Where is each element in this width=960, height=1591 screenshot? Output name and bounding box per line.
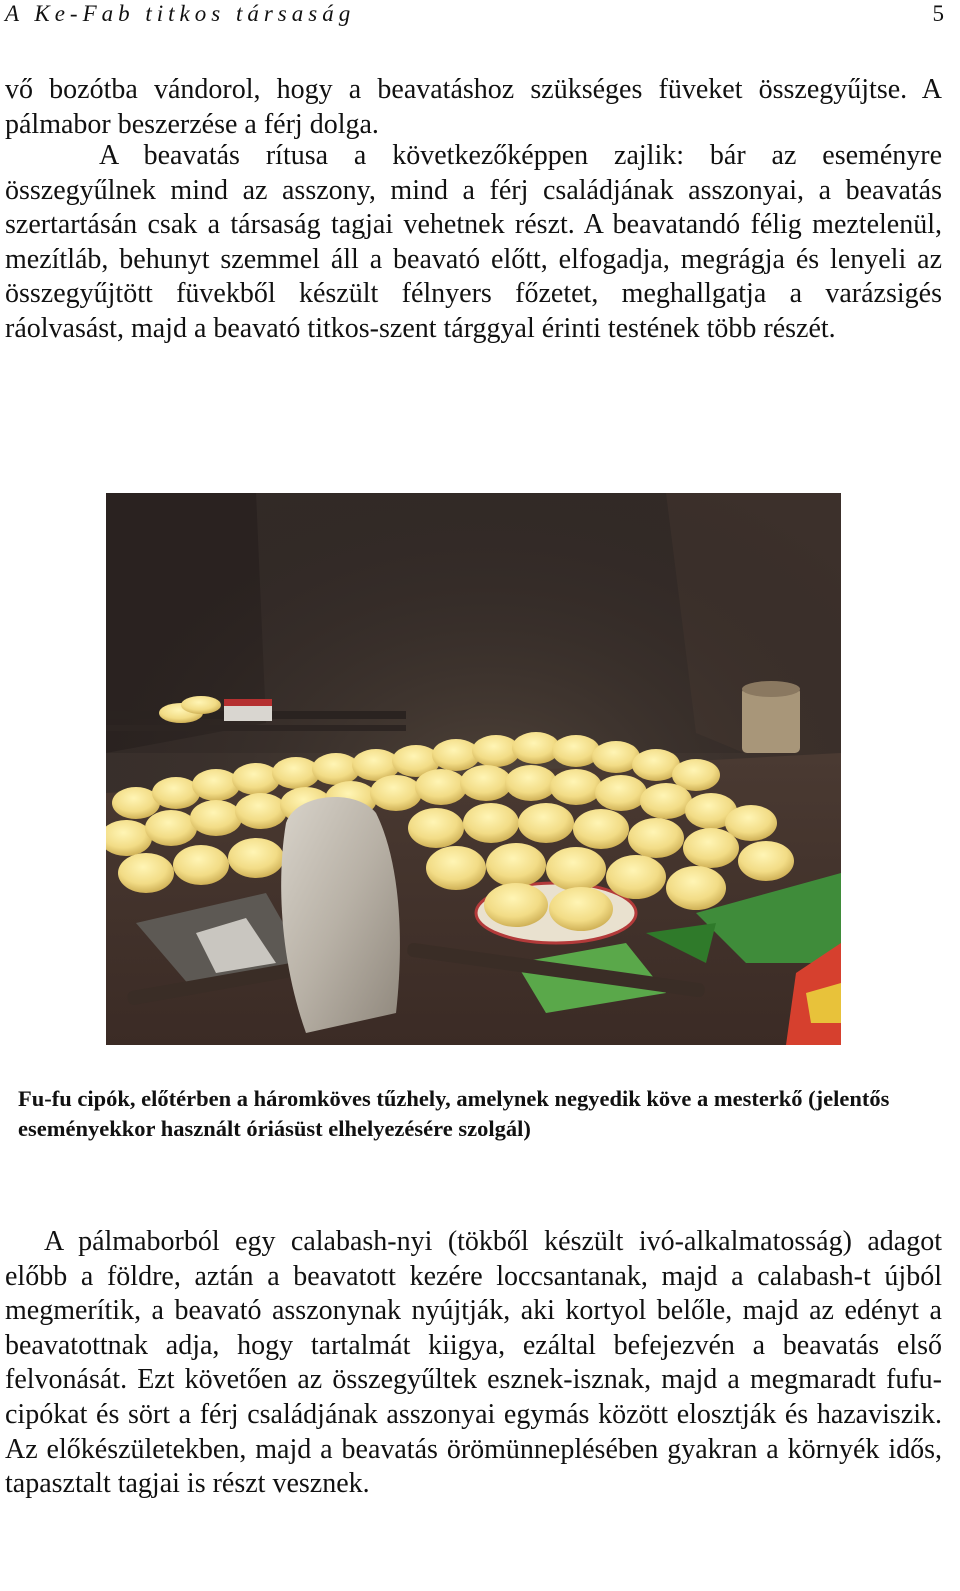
running-header [0, 0, 952, 36]
running-title: A Ke-Fab titkos társaság [5, 1, 356, 26]
body-paragraph-3: A pálmaborból egy calabash-nyi (tökből készült ivó-alkalmatosság) adagot előbb a földre, aztán a beavatott kezére loccsantanak, majd a calabash-t újból megmerítik, a beavató asszonynak nyújtják, aki kortyol belőle, majd az edényt a beavatottnak adja, hogy tartalmát kiigya, ezáltal befejezvén a beavatás első felvonását. Ezt követően az összegyűltek esznek-isznak, majd a megmaradt fufu-cipókat és sört a férj családjának asszonyai egymás között elosztják és hazaviszik. Az előkészületekben, majd a beavatás örömünneplésében gyakran a környék idős, tapasztalt tagjai is részt vesznek. [5, 1226, 942, 1500]
figure-caption: Fu-fu cipók, előtérben a háromköves tűzhely, amelynek negyedik köve a mesterkő (jelentős eseményekkor használt óriásüst elhelyezésére szolgál) [18, 1086, 890, 1141]
fufu-photo [106, 493, 841, 1045]
body-paragraph-1: vő bozótba vándorol, hogy a beavatáshoz szükséges füveket összegyűjtse. A pálmabor beszerzése a férj dolga. [5, 74, 942, 140]
page-number: 5 [932, 1, 944, 26]
body-paragraph-2: A beavatás rítusa a következőképpen zajlik: bár az eseményre összegyűlnek mind az asszony, mind a férj családjának asszonyai, a beavatás szertartásán csak a társaság tagjai vehetnek részt. A beavatandó félig meztelenül, mezítláb, behunyt szemmel áll a beavató előtt, elfogadja, megrágja és lenyeli az összegyűjtött füvekből készült félnyers főzetet, meghallgatja a varázsigés ráolvasást, majd a beavató titkos-szent tárggyal érinti testének több részét. [5, 140, 942, 344]
